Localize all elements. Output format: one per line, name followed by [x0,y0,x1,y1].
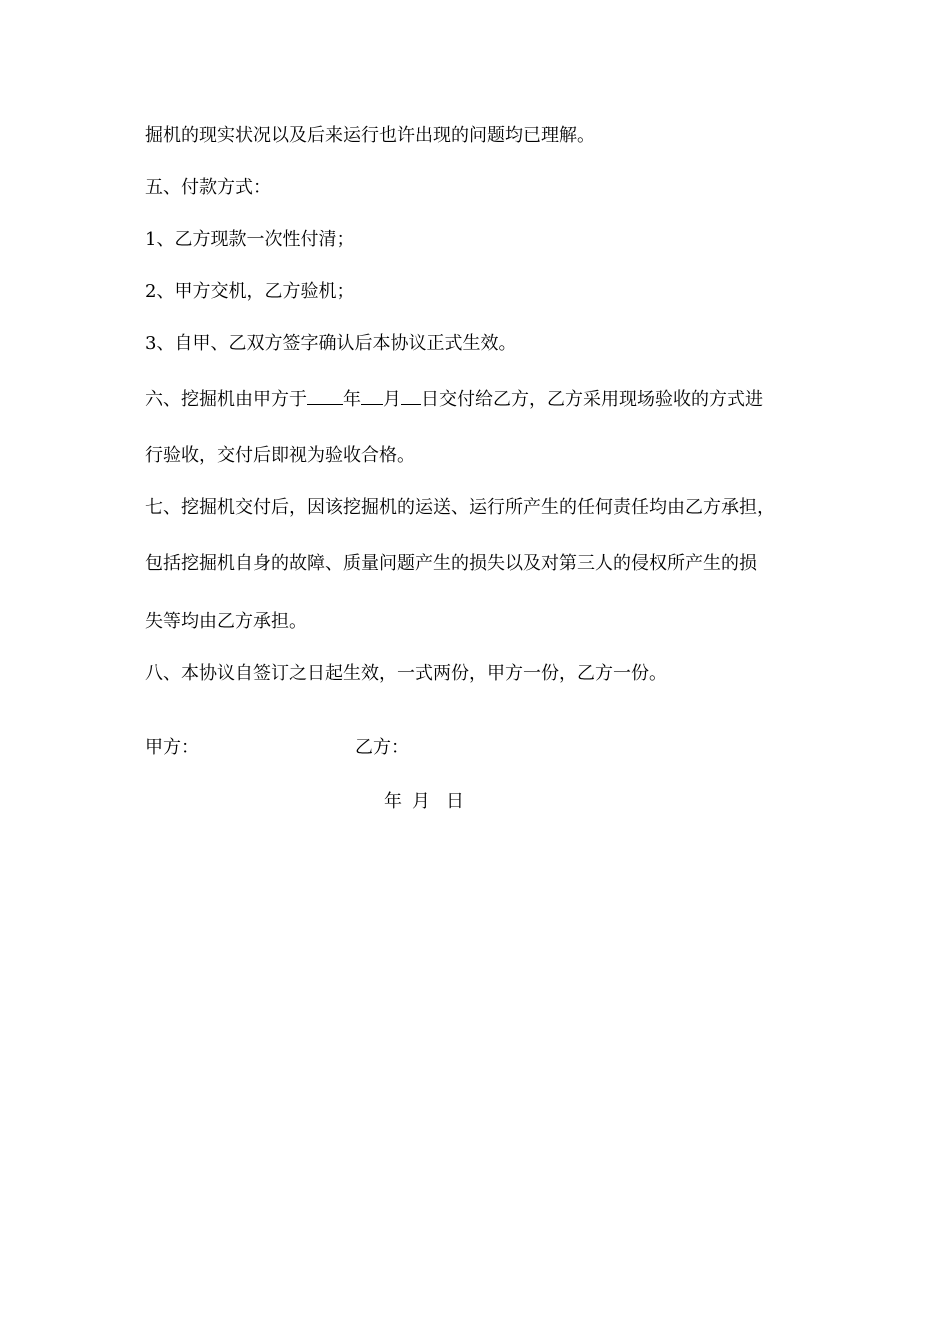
date-year-label: 年 [384,791,402,812]
paragraph-text: 掘机的现实状况以及后来运行也许出现的问题均已理解。 [145,125,595,146]
paragraph-text: 3、自甲、乙双方签字确认后本协议正式生效。 [145,333,517,354]
paragraph-text: 七、挖掘机交付后，因该挖掘机的运送、运行所产生的任何责任均由乙方承担， [145,497,775,518]
paragraph-text: 失等均由乙方承担。 [145,611,307,632]
paragraph-text: 行验收，交付后即视为验收合格。 [145,445,415,466]
date-day-label: 日 [446,791,464,812]
month-blank [361,386,383,405]
section-heading-payment: 五、付款方式： [145,177,271,198]
paragraph-text: 1、乙方现款一次性付清； [145,229,355,250]
paragraph-text: 年 [343,389,361,410]
paragraph-text: 六、挖掘机由甲方于 [145,389,307,410]
party-a-signature-label: 甲方： [145,737,199,758]
paragraph-text: 2、甲方交机，乙方验机； [145,281,355,302]
paragraph-text: 日交付给乙方，乙方采用现场验收的方式进 [421,389,763,410]
paragraph-text: 月 [383,389,401,410]
party-b-signature-label: 乙方： [355,737,409,758]
paragraph-text: 八、本协议自签订之日起生效，一式两份，甲方一份，乙方一份。 [145,663,667,684]
day-blank [401,386,421,405]
date-month-label: 月 [412,791,430,812]
paragraph-text: 包括挖掘机自身的故障、质量问题产生的损失以及对第三人的侵权所产生的损 [145,553,757,574]
paragraph-delivery-date [145,386,763,412]
year-blank [307,386,343,405]
